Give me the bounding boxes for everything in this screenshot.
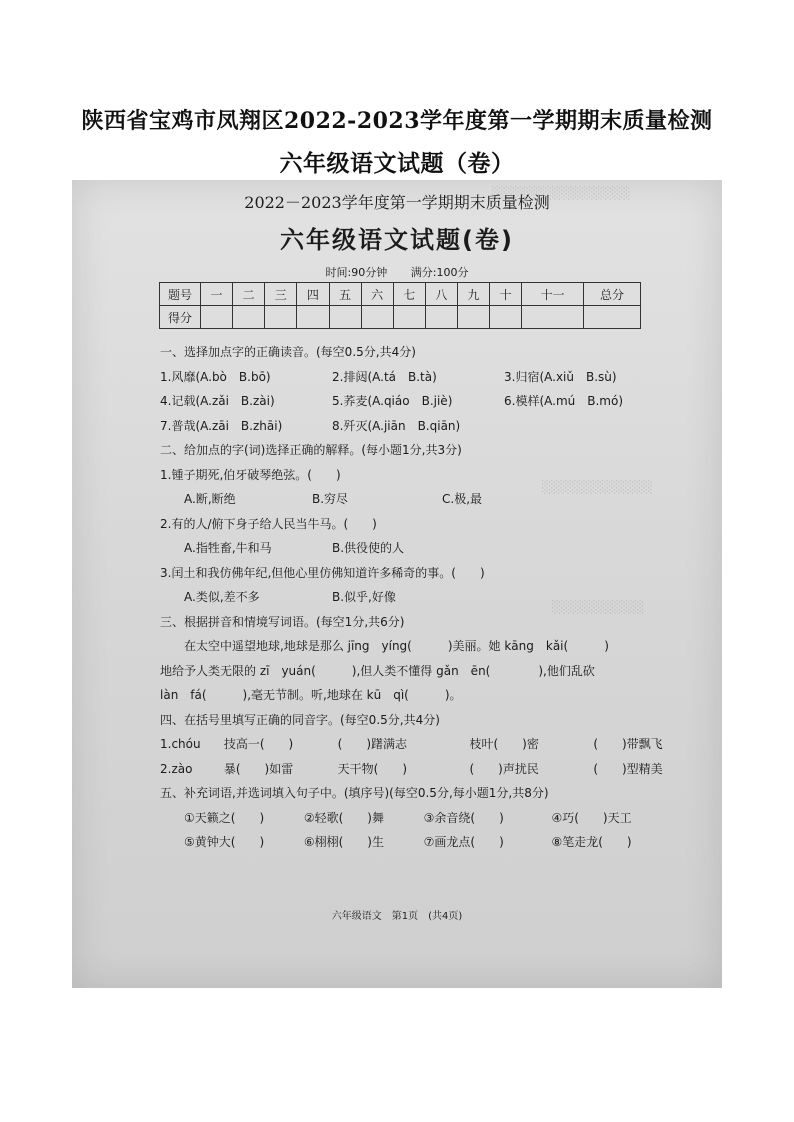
score-table-cell: 七 (393, 283, 425, 306)
score-input-cell[interactable] (265, 306, 297, 329)
section-1-row (160, 365, 720, 390)
pinyin-question[interactable]: 7.普哉(A.zāi B.zhāi) (160, 418, 283, 433)
homophone-blank[interactable]: 技高一( ) (223, 737, 294, 751)
section-2-title: 二、给加点的字(词)选择正确的解释。(每小题1分,共3分) (160, 443, 462, 457)
bleed-through-mark: ░░░░░░░░░░░░░░░ (492, 186, 631, 200)
idiom-blank[interactable]: ⑥栩栩( )生 (303, 835, 384, 849)
score-table-cell: 五 (329, 283, 361, 306)
section-4-title: 四、在括号里填写正确的同音字。(每空0.5分,共4分) (160, 712, 440, 727)
homophone-blank[interactable]: ( )躇满志 (337, 737, 408, 751)
meaning-options (160, 536, 720, 561)
idiom-blank[interactable]: ⑦画龙点( ) (423, 835, 504, 849)
meaning-options (160, 487, 720, 512)
score-input-cell[interactable] (490, 306, 522, 329)
pinyin-question[interactable]: 8.歼灭(A.jiān B.qiān) (332, 418, 461, 433)
score-input-cell[interactable] (458, 306, 490, 329)
pinyin-passage-line: 地给予人类无限的 zī yuán( ),但人类不懂得 gǎn ēn( ),他们乱砍 (160, 663, 595, 678)
exam-time: 时间:90分钟 (325, 266, 388, 279)
score-table-cell: 得分 (160, 306, 201, 329)
homophone-pinyin: 2.zào (160, 761, 193, 776)
section-5-title: 五、补充词语,并选词填入句子中。(填序号)(每空0.5分,每小题1分,共8分) (160, 786, 549, 800)
idiom-blank[interactable]: ⑤黄钟大( ) (184, 835, 265, 849)
option[interactable]: C.极,最 (442, 492, 483, 506)
idiom-blank[interactable]: ⑧笔走龙( ) (551, 835, 632, 849)
idiom-row (160, 830, 720, 855)
homophone-blank[interactable]: ( )声扰民 (469, 761, 539, 776)
homophone-blank[interactable]: ( )型精美 (593, 761, 663, 776)
homophone-pinyin: 1.chóu (160, 737, 201, 751)
exam-full-score: 满分:100分 (410, 266, 469, 279)
meaning-question: 3.闰土和我仿佛年纪,但他心里仿佛知道许多稀奇的事。( ) (160, 565, 485, 580)
score-table-cell: 三 (265, 283, 297, 306)
pinyin-question[interactable]: 5.荞麦(A.qiáo B.jiè) (332, 394, 453, 408)
score-table-score-row (160, 306, 641, 329)
score-table-cell: 八 (425, 283, 457, 306)
section-1-title: 一、选择加点字的正确读音。(每空0.5分,共4分) (160, 345, 416, 359)
paper-title: 六年级语文试题(卷) (280, 226, 514, 254)
section-3-title: 三、根据拼音和情境写词语。(每空1分,共6分) (160, 614, 405, 629)
pinyin-passage-line: làn fá( ),毫无节制。听,地球在 kū qì( )。 (160, 688, 462, 702)
exam-questions (160, 340, 720, 855)
score-input-cell[interactable] (201, 306, 233, 329)
score-input-cell[interactable] (425, 306, 457, 329)
score-input-cell[interactable] (233, 306, 265, 329)
idiom-blank[interactable]: ②轻歌( )舞 (303, 810, 384, 825)
idiom-row (160, 806, 720, 831)
score-table-cell: 九 (458, 283, 490, 306)
homophone-blank[interactable]: 天干物( ) (337, 761, 408, 776)
meaning-question: 2.有的人/俯下身子给人民当牛马。( ) (160, 516, 377, 531)
score-table-cell: 总分 (584, 283, 641, 306)
option[interactable]: A.断,断绝 (184, 492, 236, 506)
score-table-cell: 四 (297, 283, 329, 306)
idiom-blank[interactable]: ④巧( )天工 (551, 810, 632, 825)
document-title: 陕西省宝鸡市凤翔区2022-2023学年度第一学期期末质量检测 (81, 108, 713, 134)
homophone-row (160, 757, 720, 782)
option[interactable]: A.类似,差不多 (184, 590, 260, 604)
score-input-cell[interactable] (393, 306, 425, 329)
pinyin-question[interactable]: 3.归宿(A.xiǔ B.sù) (504, 369, 617, 384)
page-footer: 六年级语文 第1页 (共4页) (331, 911, 463, 922)
meaning-question: 1.锺子期死,伯牙破琴绝弦。( ) (160, 467, 341, 482)
idiom-blank[interactable]: ①天籁之( ) (184, 810, 265, 825)
score-input-cell[interactable] (361, 306, 393, 329)
document-subtitle: 六年级语文试题（卷） (279, 150, 515, 177)
homophone-blank[interactable]: 枝叶( )密 (469, 737, 539, 751)
meaning-options (160, 585, 720, 610)
option[interactable]: A.指牲畜,牛和马 (184, 541, 272, 555)
score-input-cell[interactable] (297, 306, 329, 329)
homophone-blank[interactable]: 暴( )如雷 (223, 761, 294, 776)
score-table-cell: 六 (361, 283, 393, 306)
score-table-header-row (160, 283, 641, 306)
score-input-cell[interactable] (584, 306, 641, 329)
option[interactable]: B.似乎,好像 (332, 590, 396, 604)
section-1-row (160, 389, 720, 414)
score-table-cell: 一 (201, 283, 233, 306)
score-table-cell: 题号 (160, 283, 201, 306)
score-table-cell: 十 (490, 283, 522, 306)
pinyin-question[interactable]: 1.风靡(A.bò B.bō) (160, 369, 271, 384)
pinyin-passage-line: 在太空中遥望地球,地球是那么 jīng yíng( )美丽。她 kāng kǎi( ) (184, 639, 609, 653)
score-table (159, 282, 641, 329)
score-table-cell: 二 (233, 283, 265, 306)
option[interactable]: B.穷尽 (312, 492, 349, 506)
paper-meta (72, 264, 722, 280)
homophone-row (160, 732, 720, 757)
option[interactable]: B.供役使的人 (332, 541, 405, 555)
homophone-blank[interactable]: ( )带飘飞 (593, 737, 663, 751)
score-input-cell[interactable] (522, 306, 584, 329)
section-1-row (160, 414, 720, 439)
pinyin-question[interactable]: 4.记载(A.zǎi B.zài) (160, 394, 275, 408)
pinyin-question[interactable]: 6.模样(A.mú B.mó) (504, 394, 623, 408)
pinyin-question[interactable]: 2.排闼(A.tá B.tà) (332, 369, 437, 384)
idiom-blank[interactable]: ③余音绕( ) (423, 810, 504, 825)
bleed-through-mark: ░░░░░░░░░░ (552, 600, 645, 614)
score-input-cell[interactable] (329, 306, 361, 329)
paper-header: 2022－2023学年度第一学期期末质量检测 (244, 193, 550, 212)
exam-paper-photo (72, 180, 722, 988)
bleed-through-mark: ░░░░░░░░░░░░ (542, 480, 653, 494)
score-table-cell: 十一 (522, 283, 584, 306)
